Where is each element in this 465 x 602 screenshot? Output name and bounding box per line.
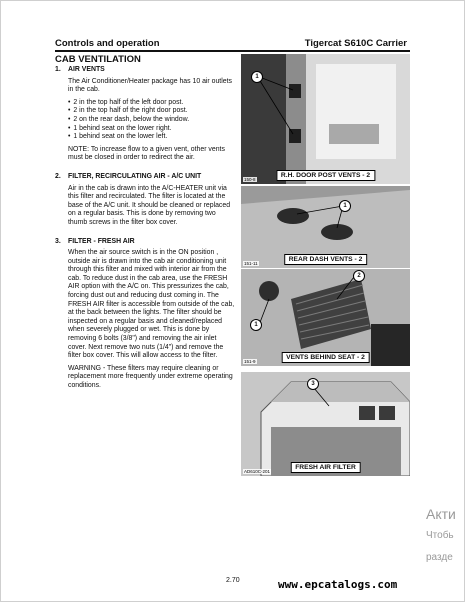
figure-code: 150-8 — [244, 177, 256, 182]
item-2-heading — [55, 173, 235, 182]
fresh-air-photo — [241, 372, 410, 476]
header-rule — [55, 50, 410, 52]
figure-code: AD610C-201 — [244, 469, 271, 474]
door-post-photo — [241, 54, 410, 184]
figure-caption: REAR DASH VENTS - 2 — [284, 254, 368, 265]
callout-marker: 2 — [353, 270, 365, 282]
figure-code: 151-9 — [244, 359, 256, 364]
activation-overlay-line-1: Акти — [426, 506, 456, 522]
bullet-item: • 2 in the top half of the left door post. — [68, 99, 235, 108]
figure-caption: VENTS BEHIND SEAT - 2 — [281, 352, 370, 363]
figure-fresh-air-filter — [241, 372, 410, 476]
item-1-note: NOTE: To increase flow to a given vent, other vents must be closed in order to redirect the air. — [68, 145, 225, 162]
item-1-title: AIR VENTS — [68, 66, 105, 73]
item-2-title: FILTER, RECIRCULATING AIR - A/C UNIT — [68, 172, 202, 180]
figure-code: 151-11 — [244, 261, 258, 266]
figure-rear-dash-vents — [241, 186, 410, 268]
callout-marker: 1 — [339, 200, 351, 212]
callout-marker: 1 — [250, 319, 262, 331]
page-number: 2.70 — [226, 577, 240, 584]
bullet-item: • 2 on the rear dash, below the window. — [68, 116, 235, 125]
header-model: Tigercat S610C Carrier — [304, 38, 407, 49]
figure-caption: FRESH AIR FILTER — [290, 462, 361, 473]
figure-door-post-vents — [241, 54, 410, 184]
item-3-number: 3. — [55, 237, 61, 245]
item-3-heading — [55, 238, 235, 247]
bullet-item: • 1 behind seat on the lower right. — [68, 125, 235, 134]
figure-caption: R.H. DOOR POST VENTS - 2 — [276, 170, 375, 181]
item-3-body: When the air source switch is in the ON position , outside air is drawn into the cab air conditioning unit through this filter and mixed with interior air from the cab. To reduce dust in the cab area, use the FRESH AIR option with the A/C on. This pressurizes the cab, forcing dust out and reducing dust coming in. The FRESH AIR filter is accessible from outside of the cab, at the back between the lights. The filter should be inspected on a regular basis and cleaned/replaced when severely plugged or wet. This is done by removing 6 bolts (3/8") and removing the air inlet cover. Next remove two nuts (1/4") and remove the filter box cover. This will allow access to the filter. — [68, 249, 235, 360]
bullet-item: • 2 in the top half of the right door post. — [68, 107, 235, 116]
watermark-url: www.epcatalogs.com — [278, 578, 398, 591]
bullet-item: • 1 behind seat on the lower left. — [68, 133, 235, 142]
callout-marker: 3 — [307, 378, 319, 390]
section-title: CAB VENTILATION — [55, 54, 141, 65]
item-3-warning: WARNING - These filters may require cleaning or replacement more frequently under extreme operating conditions. — [68, 364, 233, 389]
item-3-title: FILTER - FRESH AIR — [68, 237, 135, 245]
item-1-number: 1. — [55, 66, 61, 73]
activation-overlay-line-3: разде — [426, 552, 453, 563]
item-1-bullets — [68, 99, 235, 142]
item-1-intro: The Air Conditioner/Heater package has 10 air outlets in the cab. — [68, 77, 232, 94]
activation-overlay-line-2: Чтобь — [426, 530, 454, 541]
text-column — [55, 66, 235, 395]
callout-marker: 1 — [251, 71, 263, 83]
item-2-number: 2. — [55, 172, 61, 180]
figure-vents-behind-seat — [241, 269, 410, 366]
header-section: Controls and operation — [55, 38, 160, 49]
item-1-heading — [55, 66, 235, 75]
item-2-body: Air in the cab is drawn into the A/C-HEATER unit via this filter and recirculated. The filter is located at the base of the A/C unit. It should be cleaned or replaced on a regular basis. This is done by removing two thumb screws in the filter box cover. — [68, 184, 231, 226]
